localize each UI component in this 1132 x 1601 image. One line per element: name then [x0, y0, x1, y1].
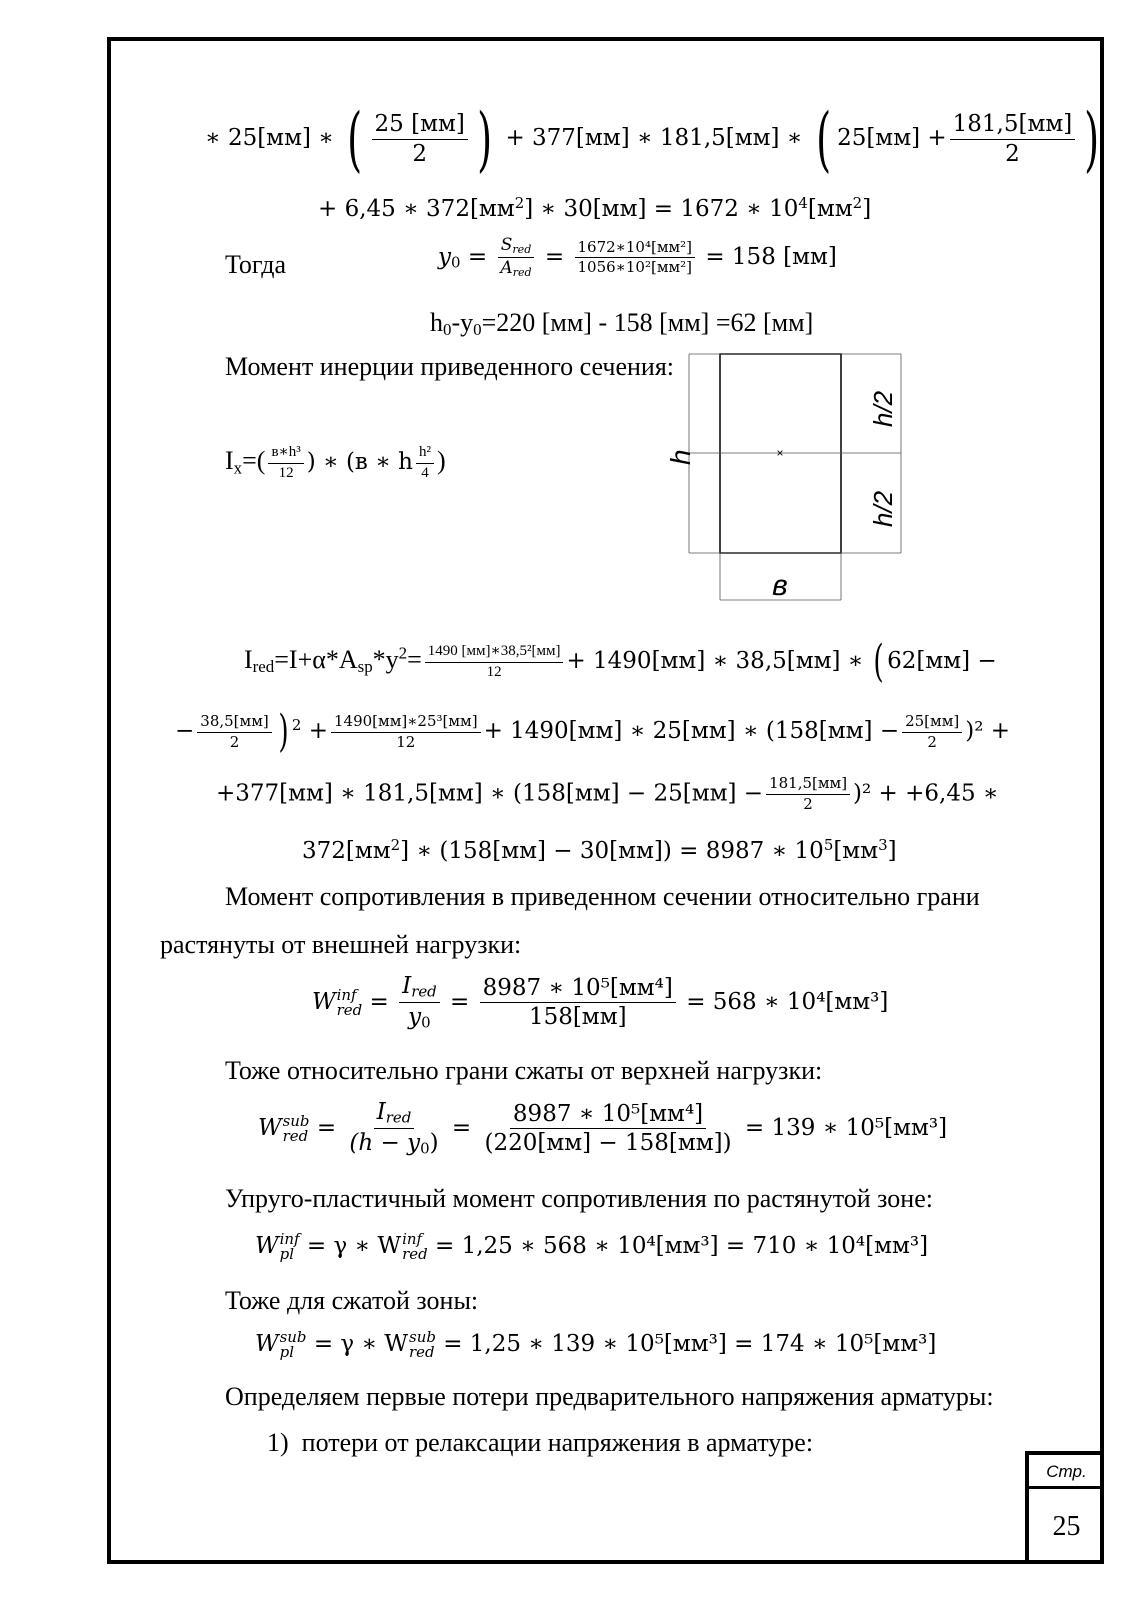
paragraph-4: Тоже для сжатой зоны:: [225, 1286, 479, 1315]
half-top-label: h/2: [868, 390, 898, 427]
togda-label: Тогда: [225, 250, 287, 279]
paragraph-1b: растянуты от внешней нагрузки:: [160, 930, 522, 959]
ired-line3: +377[мм] ∗ 181,5[мм] ∗ (158[мм] − 25[мм] − $\frac{181,5[мм]}{2}$ )² + +6,45 ∗: [216, 774, 999, 813]
h0-minus-y0: $h_0-y_0=220$ [мм] - 158 [мм] =62 [мм]: [430, 308, 814, 340]
w-pl-inf-equation: W inf pl = γ ∗ W inf red = 1,25 ∗ 568 ∗ 10⁴[мм³] = 710 ∗ 10⁴[мм³]: [255, 1230, 929, 1263]
paragraph-3: Упруго-пластичный момент сопротивления по растянутой зоне:: [225, 1184, 933, 1213]
half-bottom-label: h/2: [868, 490, 898, 527]
w-sub-red-equation: W sub red = $\frac{I_{red}}{(h - y_0)}$ = $\frac{\text{8987 ∗ 10⁵[мм⁴]}}{(220[мм] - 158[мм])}$ = 139 ∗ 10⁵[мм³]: [258, 1099, 948, 1159]
paragraph-1: Момент сопротивления в приведенном сечении относительно грани: [225, 882, 980, 911]
ired-line4: $372[мм^2]$ ∗ (158[мм] − 30[мм]) = 8987 ∗ $10^5[мм^3]$: [302, 836, 897, 865]
cross-section-diagram: [660, 345, 920, 610]
w-inf-red-equation: W inf red = $\frac{I_{red}}{y_0}$ = $\frac{\text{8987 ∗ 10⁵[мм⁴]}}{158[мм]}$ = 568 ∗ 10⁴[мм³]: [312, 973, 889, 1033]
page-number: 25: [1052, 1511, 1081, 1542]
page-label: Стр.: [1029, 1455, 1104, 1489]
paragraph-2: Тоже относительно грани сжаты от верхней нагрузки:: [225, 1056, 823, 1085]
equation-sum-part2: + 6,45 ∗ $372[мм^2]$ ∗ 30[мм] = 1672 ∗ $10^4[мм^2]$: [318, 194, 872, 223]
equation-sum-part1: ∗ 25[мм] ∗ ( $\frac{25 [мм]}{2}$ ) + 377[мм] ∗ 181,5[мм] ∗ ( 25[мм] + $\frac{181,5[мм]}{2}$ ): [205, 98, 1100, 180]
ired-line1: $I_{red}=I+\alpha*A_{sp}*y^2=$ $\frac{\text{1490 [мм]∗38,5²[мм]}}{12}$ + 1490[мм] ∗ 38,5[мм] ∗ ( 62[мм] −: [244, 636, 997, 687]
ix-formula: $I_x=$( $\frac{\text{в∗h³}}{12}$ ) ∗ (в ∗ h $\frac{\text{h²}}{4}$ ): [225, 444, 446, 481]
list-item-1: 1) потери от релаксации напряжения в арматуре:: [267, 1428, 814, 1457]
ired-line2: − $\frac{38,5[мм]}{2}$ ) $^2$ + $\frac{\text{1490[мм]∗25³[мм]}}{12}$ + 1490[мм] ∗ 25[мм] ∗ (158[мм] − $\frac{25[мм]}{2}$ )² +: [175, 706, 1011, 757]
h-label: h: [665, 449, 696, 465]
moment-heading: Момент инерции приведенного сечения:: [225, 352, 674, 381]
page-number-stamp: [1025, 1451, 1104, 1564]
center-mark: ×: [776, 446, 784, 460]
w-pl-sub-equation: W sub pl = γ ∗ W sub red = 1,25 ∗ 139 ∗ 10⁵[мм³] = 174 ∗ 10⁵[мм³]: [255, 1328, 937, 1361]
b-label: в: [772, 569, 788, 602]
y0-equation: $y_0$ = $\frac{S_{red}}{A_{red}}$ = $\frac{\text{1672∗10⁴[мм²]}}{\text{1056∗10²[мм²]}}$ = 158 [мм]: [438, 235, 837, 280]
paragraph-5: Определяем первые потери предварительного напряжения арматуры:: [225, 1382, 994, 1411]
